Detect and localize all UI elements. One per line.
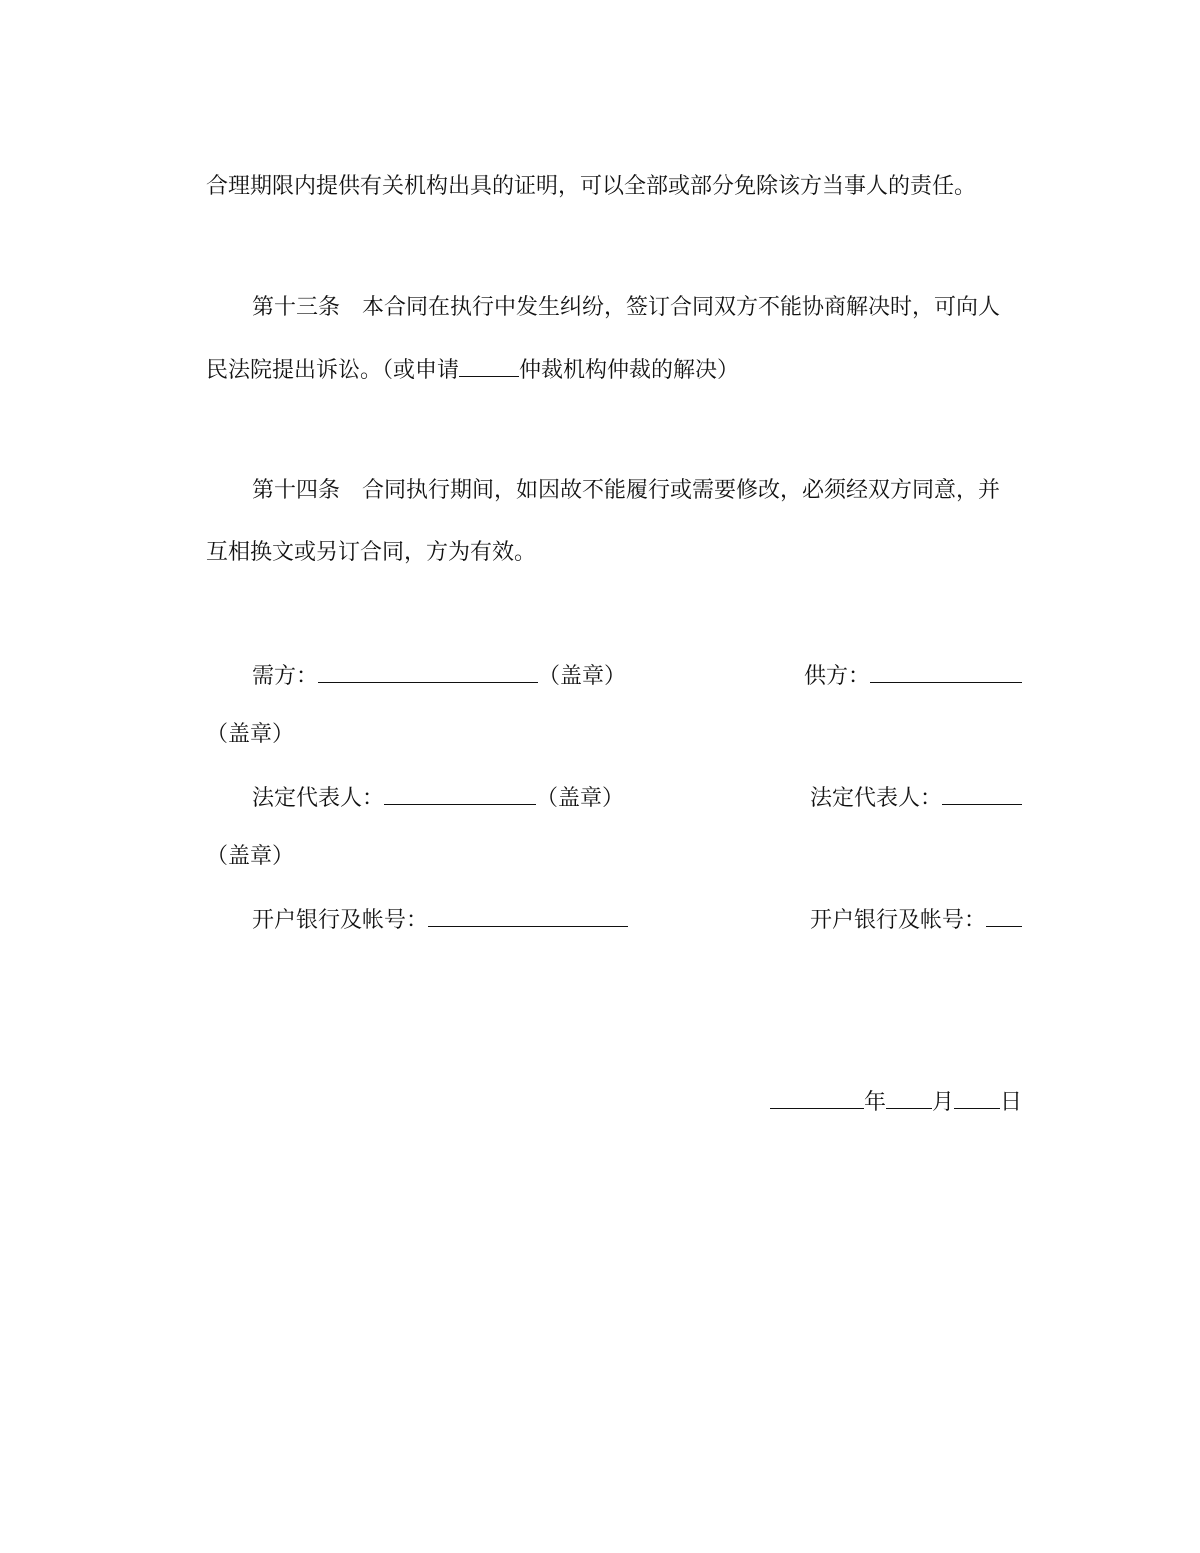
article-13-text-1: 第十三条 本合同在执行中发生纠纷，签订合同双方不能协商解决时，可向人 bbox=[251, 295, 1000, 320]
day-blank bbox=[954, 1086, 1000, 1109]
year-blank bbox=[770, 1086, 864, 1109]
supplier-rep-seal: （盖章） bbox=[205, 844, 294, 869]
day-label: 日 bbox=[999, 1090, 1022, 1115]
month-label: 月 bbox=[931, 1090, 954, 1115]
article-14-text-1: 第十四条 合同执行期间，如因故不能履行或需要修改，必须经双方同意，并 bbox=[251, 478, 1000, 503]
supplier-row bbox=[776, 630, 1022, 722]
supplier-rep-label: 法定代表人： bbox=[809, 786, 942, 811]
year-label: 年 bbox=[863, 1090, 886, 1115]
buyer-bank-blank bbox=[428, 904, 628, 927]
article-13-text-2a: 民法院提出诉讼。（或申请 bbox=[205, 358, 459, 383]
buyer-label: 需方： bbox=[251, 664, 318, 689]
date-row bbox=[742, 1056, 1022, 1148]
paragraph-continuation bbox=[178, 142, 976, 232]
supplier-bank-blank bbox=[986, 904, 1022, 927]
supplier-bank-label: 开户银行及帐号： bbox=[809, 908, 986, 933]
buyer-rep-blank bbox=[384, 782, 536, 805]
article-14-text-2: 互相换文或另订合同，方为有效。 bbox=[205, 540, 536, 565]
supplier-bank-row bbox=[782, 874, 1022, 966]
supplier-label: 供方： bbox=[803, 664, 870, 689]
buyer-bank-row bbox=[224, 874, 628, 966]
article-13-text-2b: 仲裁机构仲裁的解决） bbox=[519, 358, 740, 383]
arbitration-blank bbox=[459, 354, 519, 377]
buyer-rep-label: 法定代表人： bbox=[251, 786, 384, 811]
supplier-blank bbox=[870, 660, 1022, 683]
article-13-line-2 bbox=[178, 324, 739, 416]
supplier-seal: （盖章） bbox=[205, 722, 294, 747]
buyer-seal: （盖章） bbox=[538, 664, 627, 689]
supplier-rep-blank bbox=[942, 782, 1022, 805]
buyer-bank-label: 开户银行及帐号： bbox=[251, 908, 428, 933]
buyer-rep-seal: （盖章） bbox=[536, 786, 625, 811]
supplier-rep-row bbox=[782, 752, 1022, 844]
buyer-blank bbox=[318, 660, 538, 683]
article-14-line-2 bbox=[178, 508, 536, 598]
continuation-text: 合理期限内提供有关机构出具的证明，可以全部或部分免除该方当事人的责任。 bbox=[205, 174, 976, 199]
month-blank bbox=[886, 1086, 932, 1109]
